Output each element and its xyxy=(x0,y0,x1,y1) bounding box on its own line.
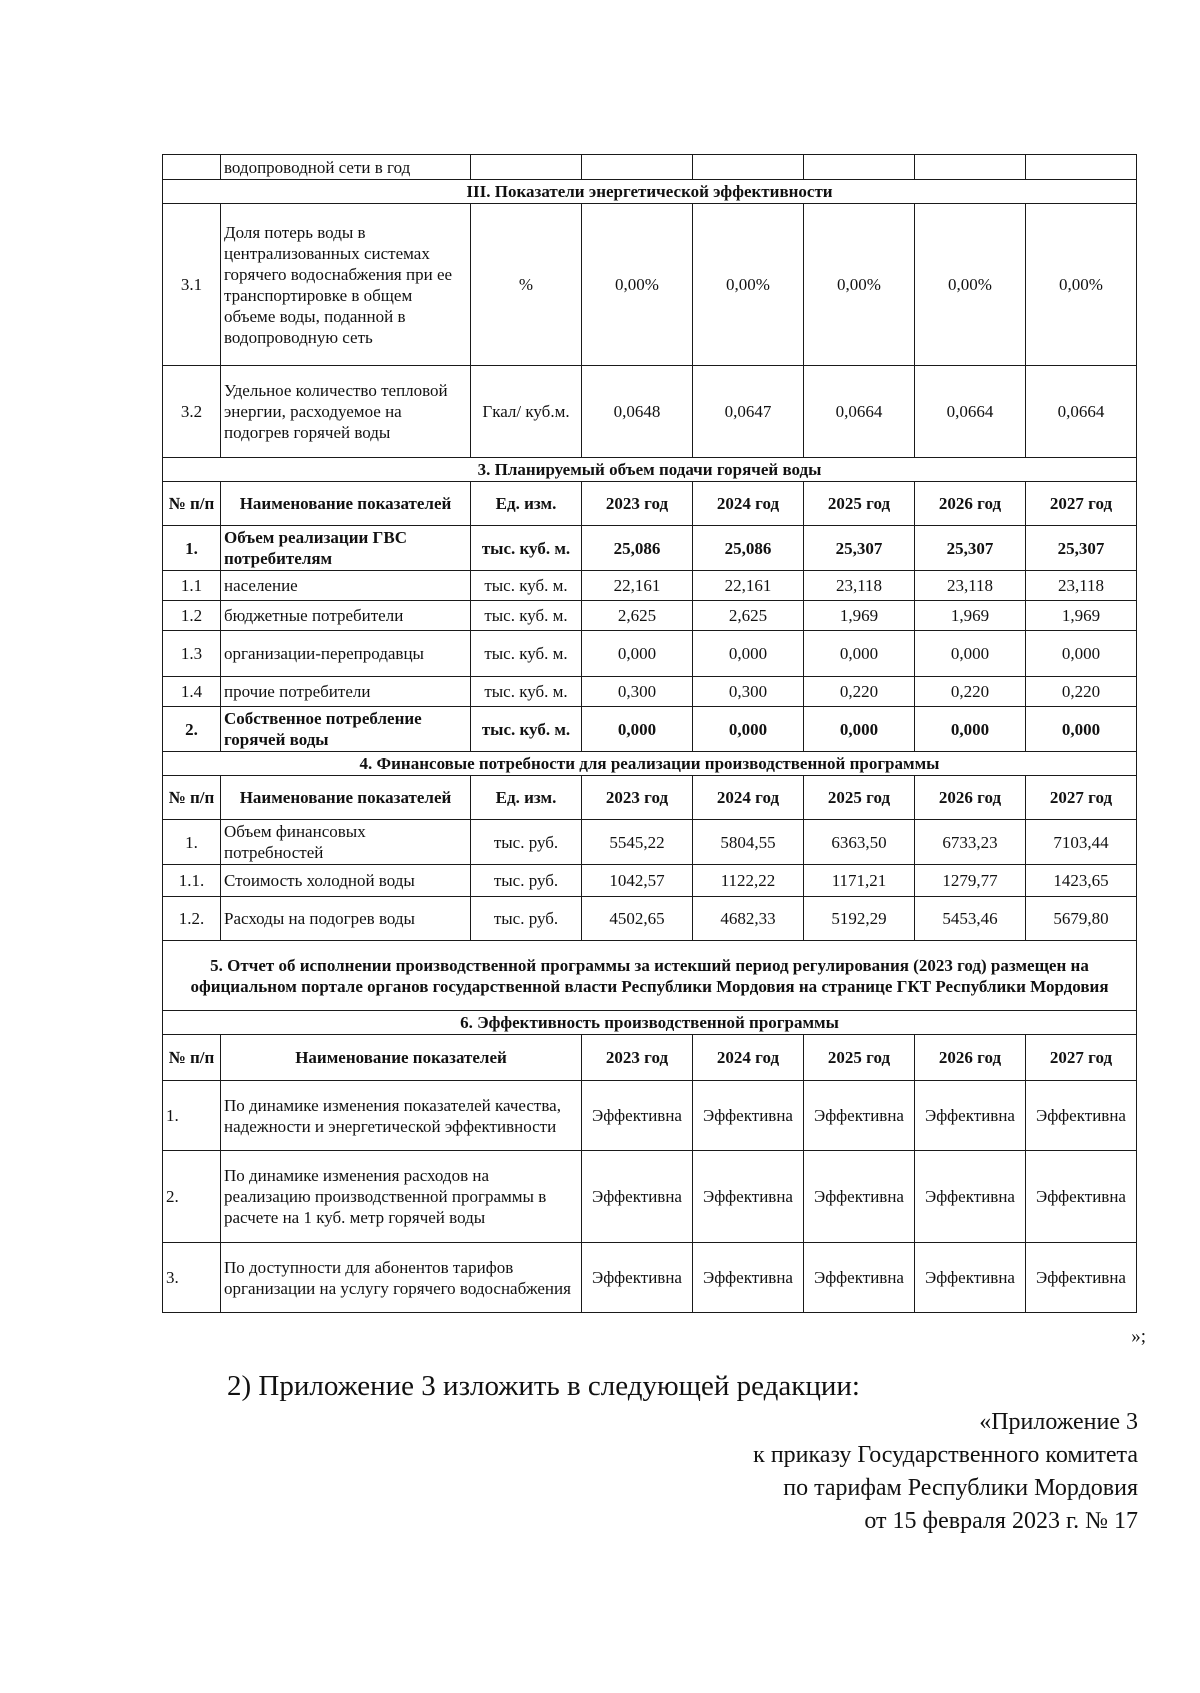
cell-value: 25,086 xyxy=(693,526,804,571)
cell-value: 0,00% xyxy=(582,204,693,366)
cell-value: 6363,50 xyxy=(804,820,915,865)
cell-unit: тыс. куб. м. xyxy=(471,571,582,601)
cell-value: 1,969 xyxy=(915,601,1026,631)
cell-unit: Гкал/ куб.м. xyxy=(471,366,582,458)
cell-value: Эффективна xyxy=(1026,1151,1137,1243)
cell-value: 23,118 xyxy=(804,571,915,601)
data-table xyxy=(162,154,1137,1313)
header-row xyxy=(163,482,1137,526)
table-row xyxy=(163,155,1137,180)
header-name: Наименование показателей xyxy=(221,482,471,526)
cell-value: 0,0664 xyxy=(1026,366,1137,458)
header-year: 2026 год xyxy=(915,776,1026,820)
cell-name: водопроводной сети в год xyxy=(221,155,471,180)
cell-value: 0,000 xyxy=(804,707,915,752)
cell-value: 5453,46 xyxy=(915,897,1026,941)
cell-num: 2. xyxy=(163,707,221,752)
cell-value: Эффективна xyxy=(582,1081,693,1151)
table-row xyxy=(163,820,1137,865)
appendix-line: «Приложение 3 xyxy=(979,1409,1138,1435)
header-year: 2027 год xyxy=(1026,1035,1137,1081)
table-row xyxy=(163,897,1137,941)
cell-value: Эффективна xyxy=(582,1151,693,1243)
section-heading-row xyxy=(163,941,1137,1011)
cell-num: 1.4 xyxy=(163,677,221,707)
appendix-line: от 15 февраля 2023 г. № 17 xyxy=(864,1508,1138,1534)
cell-value: 0,000 xyxy=(693,707,804,752)
cell-value: Эффективна xyxy=(693,1151,804,1243)
header-year: 2027 год xyxy=(1026,482,1137,526)
table-row xyxy=(163,1151,1137,1243)
header-year: 2024 год xyxy=(693,776,804,820)
table-row xyxy=(163,677,1137,707)
cell-value: 25,307 xyxy=(1026,526,1137,571)
header-num: № п/п xyxy=(163,776,221,820)
cell-value: 0,00% xyxy=(693,204,804,366)
cell-num: 1.2. xyxy=(163,897,221,941)
cell-value: 0,000 xyxy=(582,707,693,752)
appendix-line: по тарифам Республики Мордовия xyxy=(783,1475,1138,1501)
cell-num: 3.2 xyxy=(163,366,221,458)
cell-num: 2. xyxy=(163,1151,221,1243)
header-year: 2026 год xyxy=(915,482,1026,526)
table-row xyxy=(163,707,1137,752)
cell-value: 0,0664 xyxy=(915,366,1026,458)
header-year: 2027 год xyxy=(1026,776,1137,820)
cell-name: Стоимость холодной воды xyxy=(221,865,471,897)
cell-value: 0,0647 xyxy=(693,366,804,458)
section-heading-row xyxy=(163,180,1137,204)
cell-value: 0,000 xyxy=(1026,707,1137,752)
cell-unit: тыс. руб. xyxy=(471,865,582,897)
table-row xyxy=(163,601,1137,631)
cell-num: 1. xyxy=(163,820,221,865)
cell-value: 0,300 xyxy=(582,677,693,707)
cell-value: 1122,22 xyxy=(693,865,804,897)
cell-value: 1,969 xyxy=(804,601,915,631)
cell-value: 5545,22 xyxy=(582,820,693,865)
cell-num: 1.2 xyxy=(163,601,221,631)
header-year: 2025 год xyxy=(804,482,915,526)
appendix-line: к приказу Государственного комитета xyxy=(753,1442,1138,1468)
cell-value: 1423,65 xyxy=(1026,865,1137,897)
cell-unit: тыс. куб. м. xyxy=(471,526,582,571)
cell-unit: % xyxy=(471,204,582,366)
cell-value: 0,000 xyxy=(582,631,693,677)
table-row xyxy=(163,526,1137,571)
cell-unit: тыс. куб. м. xyxy=(471,677,582,707)
section-heading-row xyxy=(163,458,1137,482)
cell-num: 1. xyxy=(163,1081,221,1151)
section-heading-row xyxy=(163,752,1137,776)
cell-value: 0,00% xyxy=(804,204,915,366)
header-row xyxy=(163,1035,1137,1081)
cell-name: Доля потерь воды в централизованных системах горячего водоснабжения при ее транспортировке в общем объеме воды, поданной в водопроводную сеть xyxy=(221,204,471,366)
cell-name: Расходы на подогрев воды xyxy=(221,897,471,941)
cell-value: 2,625 xyxy=(582,601,693,631)
amendment-point: 2) Приложение 3 изложить в следующей редакции: xyxy=(227,1370,860,1402)
header-num: № п/п xyxy=(163,482,221,526)
cell-num: 1.1 xyxy=(163,571,221,601)
cell-value: Эффективна xyxy=(804,1151,915,1243)
table-row xyxy=(163,571,1137,601)
cell-value: Эффективна xyxy=(693,1081,804,1151)
cell-value: 0,000 xyxy=(1026,631,1137,677)
cell-num xyxy=(163,155,221,180)
cell-value: 22,161 xyxy=(582,571,693,601)
header-year: 2024 год xyxy=(693,1035,804,1081)
cell-value: 0,000 xyxy=(804,631,915,677)
cell-value: 0,00% xyxy=(1026,204,1137,366)
header-year: 2023 год xyxy=(582,776,693,820)
cell-value: 1279,77 xyxy=(915,865,1026,897)
cell-value: 4502,65 xyxy=(582,897,693,941)
cell-value: 5679,80 xyxy=(1026,897,1137,941)
cell-value: Эффективна xyxy=(1026,1081,1137,1151)
cell-value: 0,0664 xyxy=(804,366,915,458)
section-5-text: 5. Отчет об исполнении производственной программы за истекший период регулирования (2023 год) размещен на официальном портале органов государственной власти Республики Мордовия на странице ГКТ Республики Мордовия xyxy=(163,941,1137,1011)
header-unit: Ед. изм. xyxy=(471,482,582,526)
cell-value: 1,969 xyxy=(1026,601,1137,631)
cell-value: 1171,21 xyxy=(804,865,915,897)
cell-num: 1.1. xyxy=(163,865,221,897)
cell-value: 0,300 xyxy=(693,677,804,707)
cell-value: 5192,29 xyxy=(804,897,915,941)
header-year: 2026 год xyxy=(915,1035,1026,1081)
cell-value: 25,307 xyxy=(915,526,1026,571)
header-year: 2025 год xyxy=(804,1035,915,1081)
section-4-title: 4. Финансовые потребности для реализации производственной программы xyxy=(163,752,1137,776)
cell-name: Удельное количество тепловой энергии, расходуемое на подогрев горячей воды xyxy=(221,366,471,458)
header-year: 2023 год xyxy=(582,1035,693,1081)
cell-value: 0,000 xyxy=(915,631,1026,677)
cell-value: Эффективна xyxy=(804,1081,915,1151)
cell-value: Эффективна xyxy=(804,1243,915,1313)
cell-value: 7103,44 xyxy=(1026,820,1137,865)
cell-value: Эффективна xyxy=(1026,1243,1137,1313)
header-year: 2023 год xyxy=(582,482,693,526)
cell-value: 25,307 xyxy=(804,526,915,571)
cell-name: население xyxy=(221,571,471,601)
cell-unit: тыс. куб. м. xyxy=(471,707,582,752)
cell-value: 23,118 xyxy=(915,571,1026,601)
header-num: № п/п xyxy=(163,1035,221,1081)
cell-name: прочие потребители xyxy=(221,677,471,707)
header-name: Наименование показателей xyxy=(221,776,471,820)
cell-value: 0,220 xyxy=(1026,677,1137,707)
cell-unit: тыс. куб. м. xyxy=(471,631,582,677)
cell-num: 3. xyxy=(163,1243,221,1313)
section-III-title: III. Показатели энергетической эффективности xyxy=(163,180,1137,204)
section-6-title: 6. Эффективность производственной программы xyxy=(163,1011,1137,1035)
cell-value: 4682,33 xyxy=(693,897,804,941)
header-year: 2024 год xyxy=(693,482,804,526)
appendix-reference xyxy=(753,1406,1138,1538)
cell-value: Эффективна xyxy=(915,1151,1026,1243)
cell-value: 0,220 xyxy=(804,677,915,707)
cell-name: Объем реализации ГВС потребителям xyxy=(221,526,471,571)
header-name: Наименование показателей xyxy=(221,1035,582,1081)
cell-num: 3.1 xyxy=(163,204,221,366)
cell-name: По динамике изменения расходов на реализацию производственной программы в расчете на 1 куб. метр горячей воды xyxy=(221,1151,582,1243)
cell-value: 0,00% xyxy=(915,204,1026,366)
cell-unit: тыс. куб. м. xyxy=(471,601,582,631)
cell-name: По динамике изменения показателей качества, надежности и энергетической эффективности xyxy=(221,1081,582,1151)
cell-value: Эффективна xyxy=(582,1243,693,1313)
table-row xyxy=(163,366,1137,458)
section-heading-row xyxy=(163,1011,1137,1035)
cell-value: Эффективна xyxy=(915,1081,1026,1151)
header-year: 2025 год xyxy=(804,776,915,820)
cell-value: 1042,57 xyxy=(582,865,693,897)
header-unit: Ед. изм. xyxy=(471,776,582,820)
cell-name: бюджетные потребители xyxy=(221,601,471,631)
cell-value: 0,0648 xyxy=(582,366,693,458)
cell-name: организации-перепродавцы xyxy=(221,631,471,677)
cell-num: 1.3 xyxy=(163,631,221,677)
table-row xyxy=(163,865,1137,897)
cell-value: 6733,23 xyxy=(915,820,1026,865)
cell-unit: тыс. руб. xyxy=(471,897,582,941)
cell-value: 0,000 xyxy=(915,707,1026,752)
table-row xyxy=(163,1243,1137,1313)
cell-value: 2,625 xyxy=(693,601,804,631)
cell-name: Собственное потребление горячей воды xyxy=(221,707,471,752)
cell-value: 0,000 xyxy=(693,631,804,677)
cell-num: 1. xyxy=(163,526,221,571)
cell-value: 5804,55 xyxy=(693,820,804,865)
cell-value: Эффективна xyxy=(693,1243,804,1313)
cell-name: По доступности для абонентов тарифов организации на услугу горячего водоснабжения xyxy=(221,1243,582,1313)
table-row xyxy=(163,631,1137,677)
header-row xyxy=(163,776,1137,820)
cell-value: Эффективна xyxy=(915,1243,1026,1313)
cell-value: 22,161 xyxy=(693,571,804,601)
cell-value: 25,086 xyxy=(582,526,693,571)
cell-value: 0,220 xyxy=(915,677,1026,707)
cell-unit: тыс. руб. xyxy=(471,820,582,865)
section-3-title: 3. Планируемый объем подачи горячей воды xyxy=(163,458,1137,482)
table-row xyxy=(163,204,1137,366)
closing-quote: »; xyxy=(1131,1326,1146,1347)
cell-value: 23,118 xyxy=(1026,571,1137,601)
table-row xyxy=(163,1081,1137,1151)
cell-name: Объем финансовых потребностей xyxy=(221,820,471,865)
